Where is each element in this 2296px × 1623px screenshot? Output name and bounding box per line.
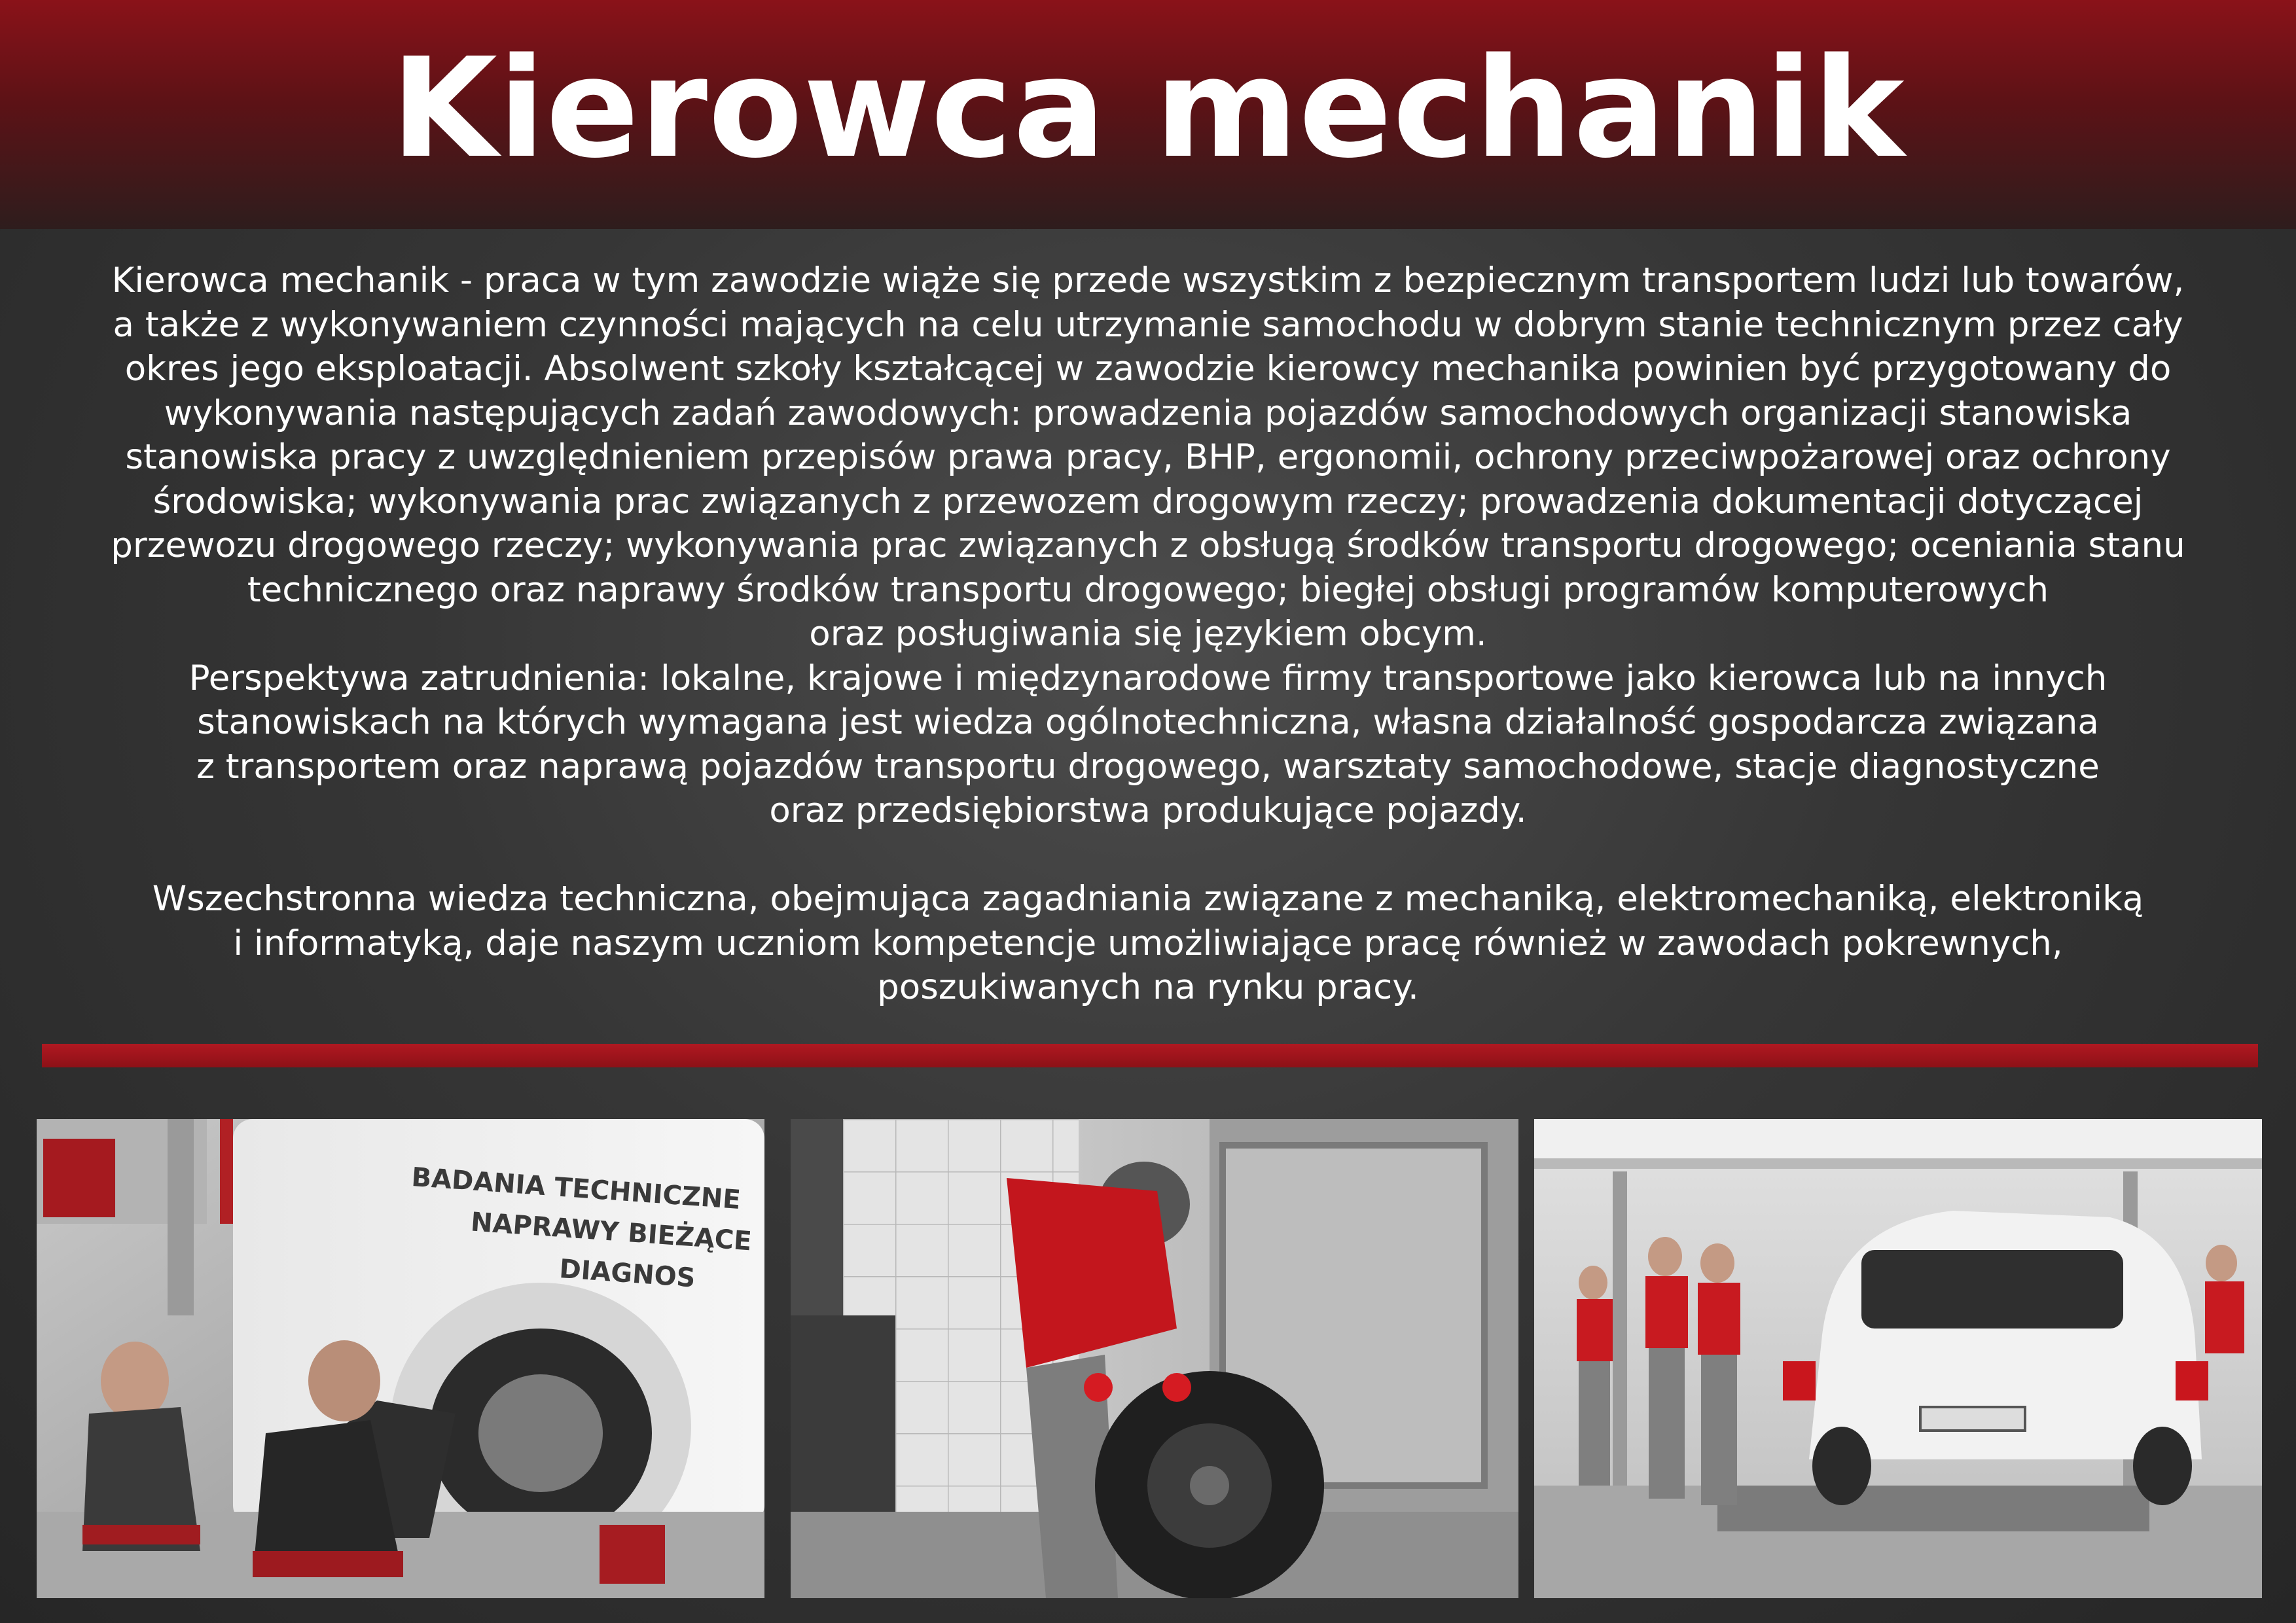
- text-line: z transportem oraz naprawą pojazdów transportu drogowego, warsztaty samochodowe, stacje diagnostyczne: [196, 746, 2100, 787]
- text-line: Wszechstronna wiedza techniczna, obejmująca zagadniania związane z mechaniką, elektromechaniką, elektroniką: [152, 879, 2144, 919]
- text-line: oraz przedsiębiorstwa produkujące pojazdy.: [769, 791, 1527, 830]
- text-line: stanowiskach na których wymagana jest wiedza ogólnotechniczna, własna działalność gospodarcza związana: [197, 702, 2099, 742]
- photo-workshop-white-car: [1534, 1119, 2262, 1598]
- text-line: stanowiska pracy z uwzględnieniem przepisów prawa pracy, BHP, ergonomii, ochrony przeciwpożarowej oraz ochrony: [125, 437, 2171, 477]
- red-divider-bar: [42, 1044, 2258, 1067]
- van-signage: [404, 1157, 756, 1302]
- text-line: Perspektywa zatrudnienia: lokalne, krajowe i międzynarodowe firmy transportowe jako kierowca lub na innych: [188, 658, 2108, 698]
- text-line: przewozu drogowego rzeczy; wykonywania prac związanych z obsługą środków transportu drogowego; oceniania stanu: [111, 526, 2185, 565]
- text-line: i informatyką, daje naszym uczniom kompetencje umożliwiające pracę również w zawodach pokrewnych,: [233, 923, 2063, 963]
- paragraph-spacer: [39, 833, 2257, 878]
- text-line: a także z wykonywaniem czynności mających na celu utrzymanie samochodu w dobrym stanie technicznym przez cały: [113, 304, 2183, 345]
- van-signage-line: DIAGNOS: [558, 1254, 696, 1294]
- van-signage-line: NAPRAWY BIEŻĄCE: [469, 1207, 753, 1257]
- photo-mechanic-with-tire: [791, 1119, 1518, 1598]
- text-line: wykonywania następujących zadań zawodowych: prowadzenia pojazdów samochodowych organizacji stanowiska: [164, 393, 2132, 433]
- text-line: Kierowca mechanik - praca w tym zawodzie wiąże się przede wszystkim z bezpiecznym transportem ludzi lub towarów,: [111, 260, 2185, 300]
- description-text: [39, 259, 2257, 1010]
- text-line: okres jego eksploatacji. Absolwent szkoły kształcącej w zawodzie kierowcy mechanika powinien być przygotowany do: [124, 349, 2172, 389]
- text-line: poszukiwanych na rynku pracy.: [877, 967, 1419, 1007]
- page-title: Kierowca mechanik: [391, 27, 1905, 188]
- text-line: oraz posługiwania się językiem obcym.: [809, 614, 1487, 654]
- photo-van-wheel-repair: [37, 1119, 764, 1598]
- van-signage-line: BADANIA TECHNICZNE: [410, 1162, 742, 1216]
- header-banner: [0, 0, 2296, 229]
- text-line: środowiska; wykonywania prac związanych z przewozem drogowym rzeczy; prowadzenia dokumentacji dotyczącej: [152, 481, 2144, 522]
- text-line: technicznego oraz naprawy środków transportu drogowego; biegłej obsługi programów komputerowych: [247, 569, 2049, 610]
